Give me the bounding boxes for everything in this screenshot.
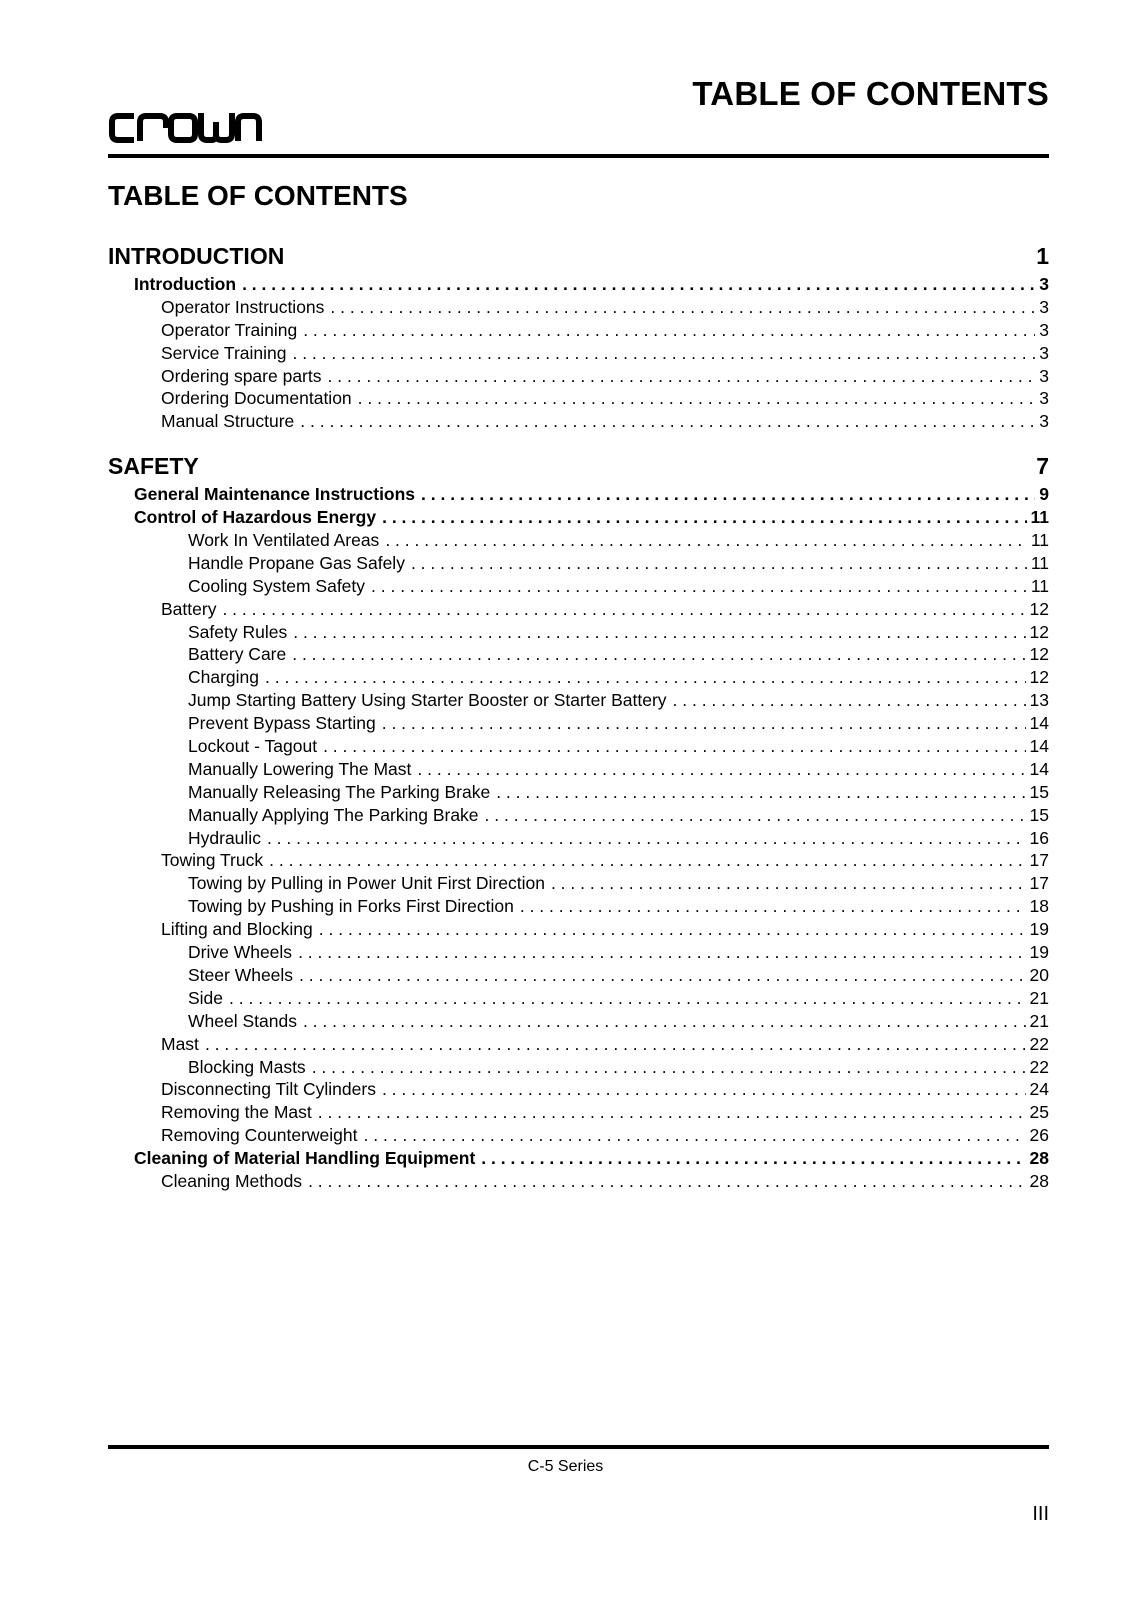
entry-title: Towing Truck — [161, 850, 264, 871]
entry-title: Battery Care — [188, 644, 287, 665]
dot-leader — [496, 781, 1025, 804]
entry-page-number: 18 — [1029, 896, 1049, 917]
toc-entry[interactable] — [108, 758, 1049, 781]
entry-page-number: 26 — [1029, 1125, 1049, 1146]
svg-text:CROWN: CROWN — [108, 110, 112, 111]
section-page-number: 1 — [1036, 243, 1049, 269]
toc-entry[interactable] — [108, 296, 1049, 319]
entry-page-number: 22 — [1029, 1056, 1049, 1077]
toc-entry[interactable] — [108, 987, 1049, 1010]
entry-page-number: 14 — [1029, 758, 1049, 779]
entry-page-number: 11 — [1030, 507, 1049, 528]
entry-page-number: 19 — [1029, 942, 1049, 963]
toc-entry[interactable] — [108, 1170, 1049, 1193]
toc-entry[interactable] — [108, 918, 1049, 941]
toc-entry[interactable] — [108, 621, 1049, 644]
toc-entry[interactable] — [108, 1010, 1049, 1033]
dot-leader — [382, 506, 1026, 529]
entry-page-number: 14 — [1029, 736, 1049, 757]
entry-title: Removing Counterweight — [161, 1125, 358, 1146]
entry-title: Prevent Bypass Starting — [188, 713, 376, 734]
toc-section — [108, 243, 1049, 433]
section-title: SAFETY — [108, 453, 199, 480]
entry-title: Ordering Documentation — [161, 388, 352, 409]
toc-entry[interactable] — [108, 643, 1049, 666]
dot-leader — [520, 895, 1026, 918]
entry-page-number: 3 — [1039, 342, 1049, 363]
header-title: TABLE OF CONTENTS — [692, 75, 1049, 112]
dot-leader — [222, 598, 1025, 621]
entry-title: Disconnecting Tilt Cylinders — [161, 1079, 376, 1100]
entry-page-number: 12 — [1029, 621, 1049, 642]
toc-entry[interactable] — [108, 666, 1049, 689]
toc-entry[interactable] — [108, 273, 1049, 296]
toc-entry[interactable] — [108, 1056, 1049, 1079]
toc-entry[interactable] — [108, 941, 1049, 964]
entry-title: Cleaning of Material Handling Equipment — [134, 1148, 476, 1169]
dot-leader — [242, 273, 1035, 296]
toc-entry[interactable] — [108, 410, 1049, 433]
dot-leader — [308, 1170, 1025, 1193]
entry-title: Manually Applying The Parking Brake — [188, 804, 479, 825]
entry-page-number: 28 — [1029, 1148, 1049, 1169]
toc-entry[interactable] — [108, 365, 1049, 388]
dot-leader — [292, 643, 1025, 666]
dot-leader — [312, 1056, 1026, 1079]
toc-entry[interactable] — [108, 781, 1049, 804]
entry-page-number: 21 — [1029, 1010, 1049, 1031]
dot-leader — [292, 342, 1035, 365]
dot-leader — [481, 1147, 1025, 1170]
entry-page-number: 12 — [1029, 598, 1049, 619]
entry-title: Ordering spare parts — [161, 365, 322, 386]
toc-entry[interactable] — [108, 1078, 1049, 1101]
entry-title: Battery — [161, 598, 217, 619]
entry-page-number: 12 — [1029, 667, 1049, 688]
entry-title: Operator Training — [161, 319, 298, 340]
toc-entry[interactable] — [108, 895, 1049, 918]
toc-entry[interactable] — [108, 1147, 1049, 1170]
toc-entry[interactable] — [108, 689, 1049, 712]
dot-leader — [364, 1124, 1026, 1147]
dot-leader — [323, 735, 1025, 758]
dot-leader — [299, 964, 1025, 987]
toc-entry[interactable] — [108, 319, 1049, 342]
entry-title: Operator Instructions — [161, 296, 325, 317]
entry-page-number: 17 — [1029, 873, 1049, 894]
table-of-contents — [108, 243, 1049, 1213]
dot-leader — [328, 365, 1036, 388]
entry-title: Drive Wheels — [188, 942, 293, 963]
footer-series: C-5 Series — [527, 1458, 604, 1475]
entry-title: Cooling System Safety — [188, 575, 366, 596]
entry-title: Side — [188, 987, 224, 1008]
dot-leader — [417, 758, 1025, 781]
header-rule — [108, 154, 1049, 158]
entry-title: Manual Structure — [161, 411, 295, 432]
entry-title: Service Training — [161, 342, 287, 363]
entry-title: Handle Propane Gas Safely — [188, 552, 405, 573]
footer-rule — [108, 1445, 1049, 1449]
entry-title: Lockout - Tagout — [188, 736, 318, 757]
entry-title: Manually Releasing The Parking Brake — [188, 781, 491, 802]
toc-entry[interactable] — [108, 598, 1049, 621]
toc-section — [108, 453, 1049, 1193]
dot-leader — [303, 1010, 1026, 1033]
dot-leader — [421, 483, 1035, 506]
crown-logo — [108, 110, 263, 146]
entry-page-number: 9 — [1039, 484, 1049, 505]
entry-page-number: 11 — [1030, 552, 1049, 573]
entry-page-number: 3 — [1039, 319, 1049, 340]
page-number: III — [1032, 1503, 1049, 1525]
dot-leader — [371, 575, 1027, 598]
entry-title: Cleaning Methods — [161, 1170, 303, 1191]
dot-leader — [318, 1101, 1026, 1124]
dot-leader — [300, 410, 1035, 433]
toc-entry[interactable] — [108, 552, 1049, 575]
entry-title: Jump Starting Battery Using Starter Booster or Starter Battery — [188, 690, 667, 711]
entry-title: Work In Ventilated Areas — [188, 530, 380, 551]
dot-leader — [205, 1033, 1026, 1056]
entry-page-number: 3 — [1039, 388, 1049, 409]
section-page-number: 7 — [1036, 453, 1049, 480]
toc-entry[interactable] — [108, 1124, 1049, 1147]
entry-page-number: 11 — [1030, 530, 1049, 551]
toc-entry[interactable] — [108, 964, 1049, 987]
dot-leader — [229, 987, 1026, 1010]
entry-page-number: 21 — [1029, 987, 1049, 1008]
entry-title: Hydraulic — [188, 827, 261, 848]
dot-leader — [358, 387, 1036, 410]
dot-leader — [673, 689, 1026, 712]
toc-entry[interactable] — [108, 529, 1049, 552]
dot-leader — [385, 529, 1027, 552]
toc-entry[interactable] — [108, 1101, 1049, 1124]
toc-section-heading[interactable] — [108, 453, 1049, 483]
section-title: INTRODUCTION — [108, 243, 285, 269]
dot-leader — [330, 296, 1035, 319]
toc-entry[interactable] — [108, 804, 1049, 827]
entry-title: Steer Wheels — [188, 964, 294, 985]
entry-page-number: 15 — [1029, 804, 1049, 825]
dot-leader — [267, 827, 1026, 850]
dot-leader — [298, 941, 1025, 964]
entry-page-number: 19 — [1029, 919, 1049, 940]
entry-page-number: 14 — [1029, 713, 1049, 734]
entry-page-number: 15 — [1029, 781, 1049, 802]
toc-entry[interactable] — [108, 827, 1049, 850]
entry-title: Towing by Pulling in Power Unit First Direction — [188, 873, 545, 894]
dot-leader — [485, 804, 1026, 827]
entry-page-number: 3 — [1039, 365, 1049, 386]
entry-page-number: 3 — [1039, 274, 1049, 294]
entry-title: Manually Lowering The Mast — [188, 758, 412, 779]
entry-page-number: 22 — [1029, 1033, 1049, 1054]
entry-page-number: 17 — [1029, 850, 1049, 871]
page-header — [108, 70, 1049, 160]
toc-heading: TABLE OF CONTENTS — [108, 180, 408, 211]
dot-leader — [265, 666, 1026, 689]
entry-page-number: 3 — [1039, 296, 1049, 317]
entry-title: Wheel Stands — [188, 1010, 297, 1031]
entry-title: Lifting and Blocking — [161, 919, 313, 940]
toc-entry[interactable] — [108, 735, 1049, 758]
dot-leader — [551, 872, 1026, 895]
toc-entry[interactable] — [108, 387, 1049, 410]
dot-leader — [293, 621, 1025, 644]
dot-leader — [411, 552, 1027, 575]
entry-page-number: 3 — [1039, 411, 1049, 432]
entry-page-number: 13 — [1029, 690, 1049, 711]
entry-page-number: 20 — [1029, 964, 1049, 985]
entry-title: Blocking Masts — [188, 1056, 306, 1077]
entry-page-number: 11 — [1030, 575, 1049, 596]
toc-entry[interactable] — [108, 712, 1049, 735]
toc-entry[interactable] — [108, 872, 1049, 895]
toc-entry[interactable] — [108, 342, 1049, 365]
toc-entry[interactable] — [108, 1033, 1049, 1056]
toc-section-heading[interactable] — [108, 243, 1049, 273]
dot-leader — [269, 849, 1025, 872]
entry-page-number: 28 — [1029, 1170, 1049, 1191]
toc-entry[interactable] — [108, 506, 1049, 529]
entry-title: Mast — [161, 1033, 199, 1054]
entry-title: Charging — [188, 667, 260, 688]
entry-page-number: 16 — [1029, 827, 1049, 848]
entry-title: Introduction — [134, 274, 237, 294]
dot-leader — [382, 1078, 1026, 1101]
entry-title: Safety Rules — [188, 621, 288, 642]
toc-entry[interactable] — [108, 575, 1049, 598]
entry-page-number: 25 — [1029, 1102, 1049, 1123]
entry-title: Control of Hazardous Energy — [134, 507, 377, 528]
dot-leader — [319, 918, 1026, 941]
toc-entry[interactable] — [108, 849, 1049, 872]
entry-page-number: 24 — [1029, 1079, 1049, 1100]
entry-title: Towing by Pushing in Forks First Direction — [188, 896, 514, 917]
toc-entry[interactable] — [108, 483, 1049, 506]
dot-leader — [303, 319, 1035, 342]
entry-title: Removing the Mast — [161, 1102, 312, 1123]
dot-leader — [382, 712, 1026, 735]
entry-page-number: 12 — [1029, 644, 1049, 665]
entry-title: General Maintenance Instructions — [134, 484, 416, 505]
